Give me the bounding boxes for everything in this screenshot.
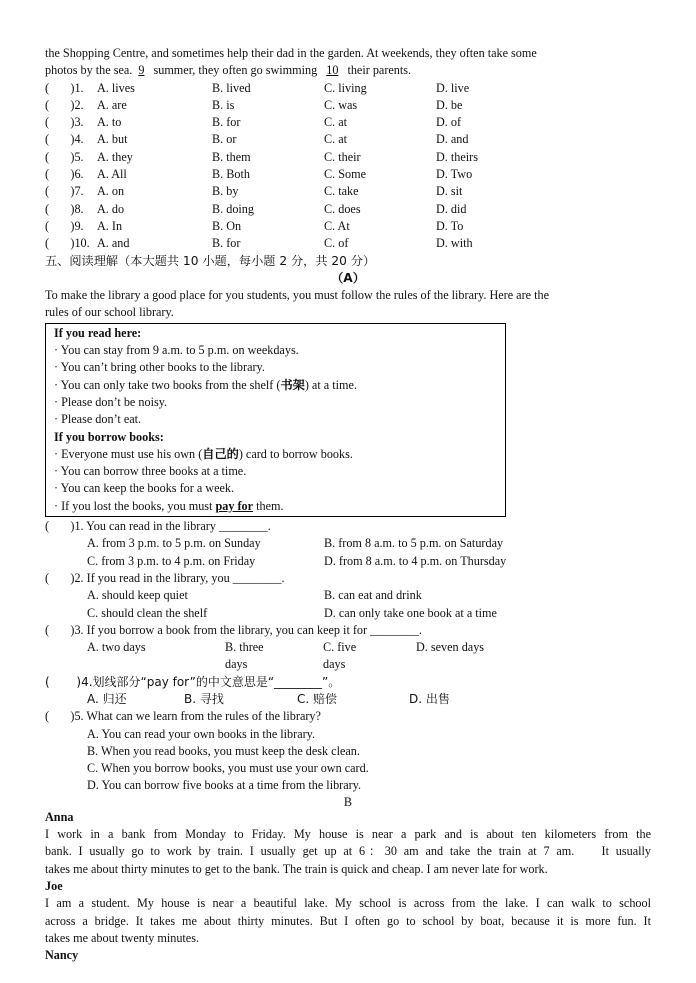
cloze-row: ( )9. A. In B. On C. At D. To [45,218,464,233]
cloze-row: ( )5. A. they B. them C. their D. theirs [45,149,478,164]
cloze-row: ( )10. A. and B. for C. of D. with [45,236,473,251]
cloze-row: ( )7. A. on B. by C. take D. sit [45,184,463,199]
cloze-row: ( )8. A. do B. doing C. does D. did [45,201,467,216]
question-2: ( )2. If you read in the library, you ________. A. should keep quiet B. can eat and drink C. should clean the shelf D. can only take one book at a time [45,570,497,620]
passage-line: photos by the sea. 9 summer, they often go swimming 10 their parents. [45,63,412,78]
cloze-row: ( )6. A. All B. Both C. Some D. Two [45,167,473,182]
part-b-label: B [343,794,353,809]
section-heading: 五、阅读理解（本大题共 10 小题，每小题 2 分，共 20 分） [45,253,376,268]
cloze-row: ( )4. A. but B. or C. at D. and [45,132,469,147]
rule-item: · You can’t bring other books to the library. [54,360,265,375]
speaker-text: I work in a bank from Monday to Friday. My house is near a park and is about ten kilometers from the bank. I usually go to work by train. I usually get up at 6：30 am and take the train at 7 am. It usually takes me about thirty minutes to get to the bank. The train is quick and cheap. I am never late for work. [45,827,651,876]
speaker-name: Anna [45,809,74,824]
question-4: ( )4.划线部分“pay for”的中文意思是“________”。 A. 归还 B. 寻找 C. 赔偿 D. 出售 [45,674,450,706]
library-rules-box [45,323,506,517]
speaker-name: Joe [45,878,63,893]
cloze-row: ( )2. A. are B. is C. was D. be [45,97,463,112]
speaker-name: Nancy [45,948,79,963]
rule-item: · Please don’t be noisy. [54,394,168,409]
cloze-row: ( )3. A. to B. for C. at D. of [45,115,462,130]
part-b-passage [45,809,651,965]
rule-item: · If you lost the books, you must pay for them. [54,498,284,513]
blank-9: 9 [138,63,145,78]
part-a-intro: To make the library a good place for you students, you must follow the rules of the library. Here are the rules of our school library. [45,288,549,320]
question-5: ( )5. What can we learn from the rules of the library? A. You can read your own books in the library. B. When you read books, you must keep the desk clean. C. When you borrow books, you must use your own card. D. You can borrow five books at a time from the library. [45,709,369,793]
question-3: ( )3. If you borrow a book from the library, you can keep it for ________. A. two days B. three days C. five days D. seven days [45,622,485,672]
part-a-label: （A） [331,270,365,285]
rules-heading: If you read here: [54,325,142,340]
rule-item: · You can keep the books for a week. [54,481,235,496]
passage-line: the Shopping Centre, and sometimes help their dad in the garden. At weekends, they often take some [45,46,537,60]
speaker-text: I am a student. My house is near a beautiful lake. My school is across from the lake. I can walk to school across a bridge. It takes me about thirty minutes. But I often go to school by boat, because it is more fun. It takes me about twenty minutes. [45,896,651,945]
rule-item: · Everyone must use his own (自己的) card to borrow books. [54,446,353,461]
cloze-options [45,80,651,253]
worksheet-page [45,45,651,964]
rule-item: · Please don’t eat. [54,412,142,427]
blank-10: 10 [326,63,339,78]
rule-item: · You can stay from 9 a.m. to 5 p.m. on weekdays. [54,343,299,358]
rule-item: · You can borrow three books at a time. [54,464,247,479]
rule-item: · You can only take two books from the shelf (书架) at a time. [54,377,357,392]
question-1: ( )1. You can read in the library ________. A. from 3 p.m. to 5 p.m. on Sunday B. from 8 a.m. to 5 p.m. on Saturday C. from 3 p.m. to 4 p.m. on Friday D. from 8 a.m. to 4 p.m. on Thursday [45,519,507,568]
underlined-phrase: pay for [215,498,254,513]
cloze-passage-end [45,45,651,80]
cloze-row: ( )1. A. lives B. lived C. living D. live [45,80,470,95]
rules-heading: If you borrow books: [54,429,164,444]
